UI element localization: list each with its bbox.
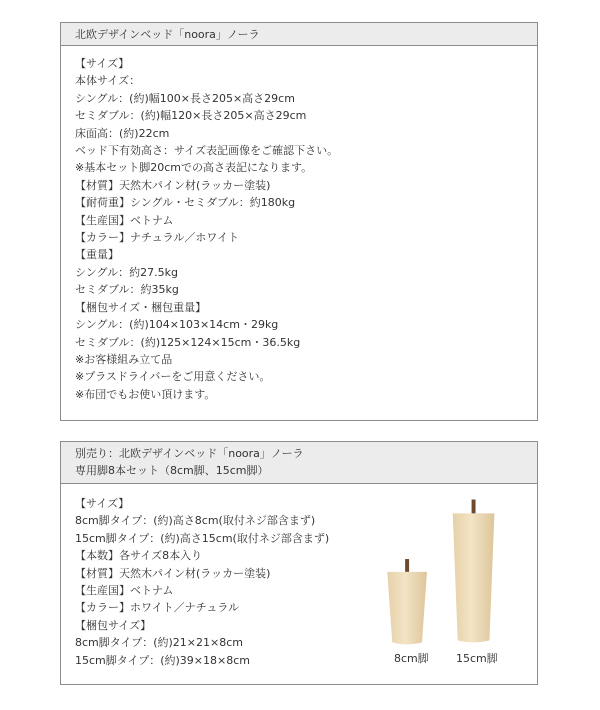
spec-line: 【梱包サイズ・梱包重量】 [75,300,207,314]
spec-line: シングル：約27.5kg [75,265,179,279]
spec-line: 【耐荷重】シングル・セミダブル：約180kg [75,196,296,210]
short-leg-body [387,572,427,644]
tall-leg-body [453,513,495,642]
spec-line: 15cm脚タイプ：(約)39×18×8cm [75,653,250,667]
spec-line: シングル：(約)幅100×長さ205×高さ29cm [75,91,295,105]
spec-line: 8cm脚タイプ：(約)高さ8cm(取付ネジ部含まず) [75,514,316,528]
spec-line: 【サイズ】 [75,497,130,510]
spec-line: セミダブル：(約)幅120×長さ205×高さ29cm [75,109,307,123]
short-leg-label: 8cm脚 [394,652,429,665]
spec-line: 【材質】天然木パイン材(ラッカー塗装) [75,178,271,192]
spec-line: 【梱包サイズ】 [75,618,152,632]
spec-line: ※お客様組み立て品 [75,352,173,366]
main-spec-header: 北欧デザインベッド「noora」ノーラ [61,23,537,46]
spec-line: 【重量】 [75,248,119,262]
spec-line: ※布団でもお使い頂けます。 [75,387,216,401]
spec-line: ※基本セット脚20cmでの高さ表記になります。 [75,161,313,175]
legs-spec-header-line2: 専用脚8本セット（8cm脚、15cm脚） [75,464,269,477]
spec-line: 15cm脚タイプ：(約)高さ15cm(取付ネジ部含まず) [75,531,330,545]
main-spec-panel [60,22,538,421]
tall-leg-label: 15cm脚 [456,652,498,665]
spec-line: セミダブル：約35kg [75,283,179,297]
legs-spec-panel [60,441,538,685]
spec-line: 【カラー】ナチュラル／ホワイト [75,231,240,245]
legs-spec-header-line1: 別売り：北欧デザインベッド「noora」ノーラ [75,447,304,460]
short-leg-image [387,559,427,644]
spec-line: 床面高：(約)22cm [75,126,170,140]
spec-line: 本体サイズ： [75,74,141,88]
legs-spec-header [61,442,537,484]
spec-line: 【材質】天然木パイン材(ラッカー塗装) [75,566,271,580]
spec-line: 【カラー】ホワイト／ナチュラル [75,601,240,615]
spec-line: 【生産国】ベトナム [75,584,174,598]
main-spec-list [75,55,338,403]
spec-line: シングル：(約)104×103×14cm・29kg [75,318,279,332]
spec-line: 【本数】各サイズ8本入り [75,549,203,563]
spec-line: ※プラスドライバーをご用意ください。 [75,370,271,384]
spec-line: 【サイズ】 [75,57,130,70]
spec-line: 【生産国】ベトナム [75,213,174,227]
tall-leg-bolt [472,500,476,514]
spec-line: セミダブル：(約)125×124×15cm・36.5kg [75,335,301,349]
spec-line: ベッド下有効高さ：サイズ表記画像をご確認下さい。 [75,144,339,158]
short-leg-bolt [405,559,409,572]
spec-line: 8cm脚タイプ：(約)21×21×8cm [75,636,243,650]
tall-leg-image [453,500,495,643]
legs-spec-list [75,495,329,669]
